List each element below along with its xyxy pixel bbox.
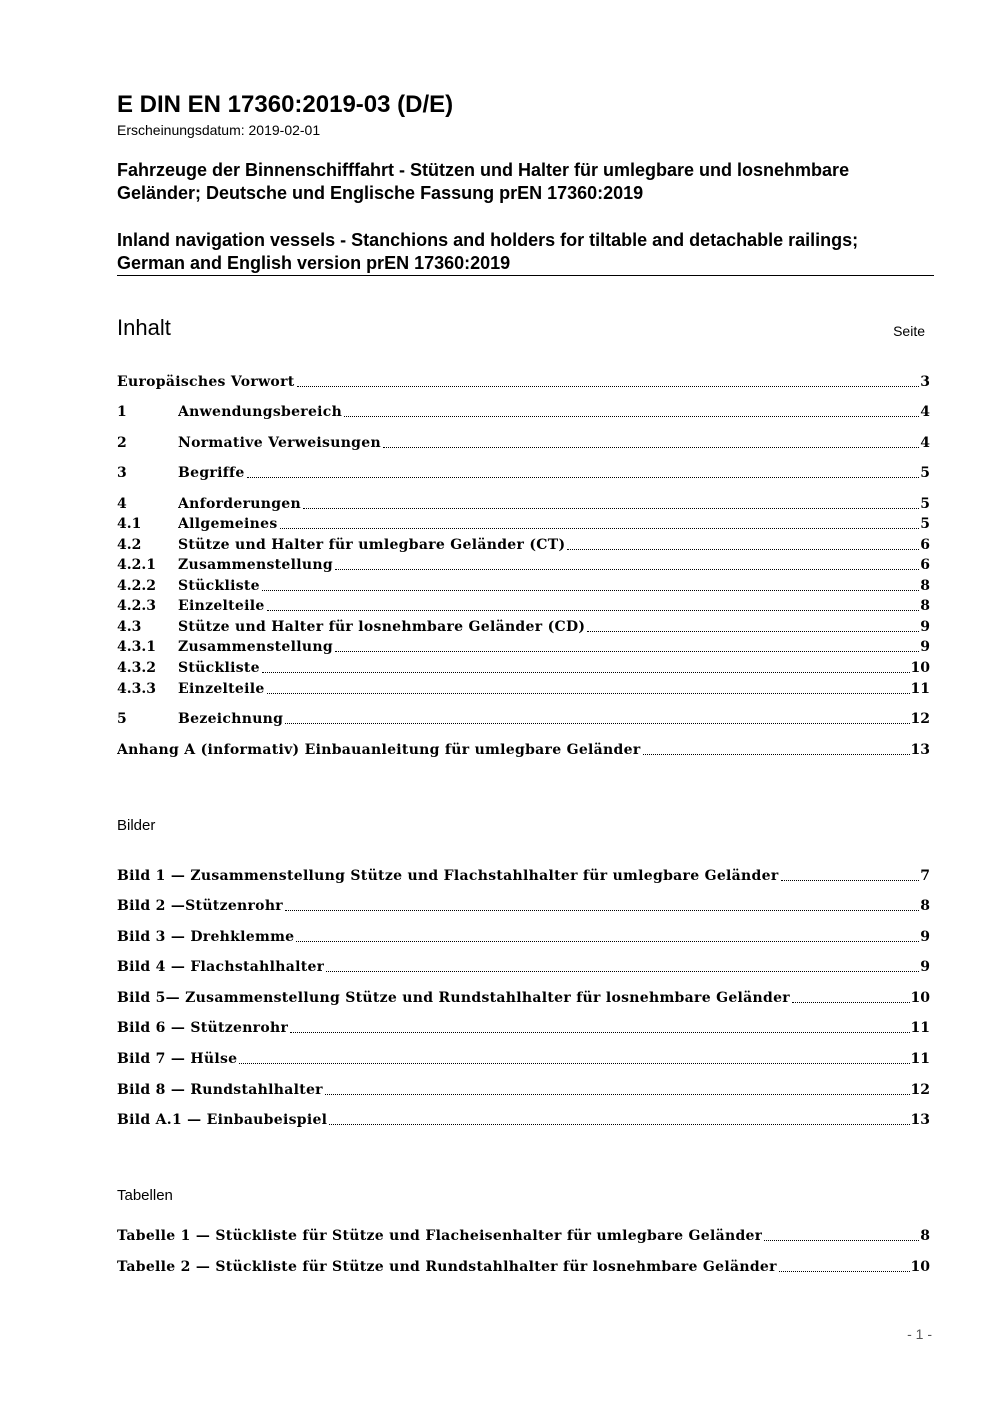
toc-entry[interactable] [117,433,930,453]
figure-entry-title: Bild 8 — Rundstahlhalter [117,1082,323,1098]
title-german: Fahrzeuge der Binnenschifffahrt - Stützen und Halter für umlegbare und losnehmbare Geländer; Deutsche und Englische Fassung prEN 17360:2019 [117,160,850,203]
toc-leader-dots [587,631,919,632]
figure-entry-page: 10 [910,990,930,1006]
toc-entry-title: Einzelteile [178,681,265,697]
toc-leader-dots [262,672,910,673]
toc-leader-dots [290,1032,909,1033]
toc-leader-dots [781,880,920,881]
figure-entry-title: Bild 6 — Stützenrohr [117,1020,289,1036]
toc-leader-dots [247,477,920,478]
toc-entry-title: Einzelteile [178,598,265,614]
figure-entry-page: 8 [920,898,930,914]
figure-entry-page: 12 [910,1082,930,1098]
figure-entry-title: Bild 5— Zusammenstellung Stütze und Rundstahlhalter für losnehmbare Geländer [117,990,790,1006]
figure-entry[interactable] [117,1018,930,1038]
figure-entry-page: 11 [910,1051,930,1067]
toc-entry-page: 3 [920,374,930,390]
page-column-label: Seite [893,323,925,339]
toc-leader-dots [285,910,919,911]
toc-entry-title: Zusammenstellung [178,639,333,655]
figure-entry-title: Bild A.1 — Einbaubeispiel [117,1112,328,1128]
toc-entry-title: Allgemeines [178,516,278,532]
table-entry[interactable] [117,1257,930,1277]
tables-heading: Tabellen [117,1187,173,1204]
toc-entry[interactable] [117,596,930,616]
figures-heading: Bilder [117,817,156,834]
toc-leader-dots [280,528,920,529]
table-entry[interactable] [117,1226,930,1246]
toc-entry-page: 4 [920,435,930,451]
toc-entry[interactable] [117,555,930,575]
toc-entry-page: 9 [920,619,930,635]
toc-entry-number: 4.3.1 [117,639,156,655]
toc-entry-page: 8 [920,598,930,614]
title-english: Inland navigation vessels - Stanchions and holders for tiltable and detachable railings; German and English version prEN 17360:2019 [117,230,859,273]
figure-entry-title: Bild 7 — Hülse [117,1051,238,1067]
figure-entry[interactable] [117,896,930,916]
toc-leader-dots [296,941,919,942]
toc-leader-dots [383,447,919,448]
figure-entry[interactable] [117,1080,930,1100]
toc-entry-number: 4.3 [117,619,142,635]
toc-entry[interactable] [117,535,930,555]
table-entry-title: Tabelle 2 — Stückliste für Stütze und Rundstahlhalter für losnehmbare Geländer [117,1259,777,1275]
toc-entry[interactable] [117,402,930,422]
toc-leader-dots [303,508,919,509]
toc-entry-number: 5 [117,711,127,727]
toc-entry-page: 8 [920,578,930,594]
toc-entry-number: 4.2.3 [117,598,156,614]
toc-entry[interactable] [117,494,930,514]
toc-entry[interactable] [117,514,930,534]
toc-entry-title: Normative Verweisungen [178,435,381,451]
toc-entry-page: 5 [920,516,930,532]
toc-entry-title: Europäisches Vorwort [117,374,295,390]
toc-entry-title: Bezeichnung [178,711,284,727]
toc-entry[interactable] [117,679,930,699]
toc-entry-number: 2 [117,435,127,451]
toc-entry-number: 4.1 [117,516,142,532]
toc-entry-page: 5 [920,465,930,481]
toc-entry-title: Stückliste [178,578,260,594]
toc-entry-number: 4.3.2 [117,660,156,676]
figure-entry[interactable] [117,927,930,947]
toc-entry[interactable] [117,463,930,483]
toc-entry-page: 11 [910,681,930,697]
toc-entry-number: 4.3.3 [117,681,156,697]
toc-entry-page: 6 [920,557,930,573]
toc-entry-number: 3 [117,465,127,481]
figure-entry[interactable] [117,988,930,1008]
toc-leader-dots [239,1063,909,1064]
toc-leader-dots [326,971,919,972]
issue-date: Erscheinungsdatum: 2019-02-01 [117,122,321,138]
toc-entry-title: Anforderungen [178,496,301,512]
figure-entry-page: 9 [920,929,930,945]
toc-leader-dots [764,1240,919,1241]
toc-leader-dots [262,590,919,591]
toc-entry-number: 4.2 [117,537,142,553]
toc-entry-page: 5 [920,496,930,512]
toc-entry-title: Anwendungsbereich [178,404,343,420]
table-entry-title: Tabelle 1 — Stückliste für Stütze und Flacheisenhalter für umlegbare Geländer [117,1228,763,1244]
toc-leader-dots [643,754,910,755]
header-divider [117,275,934,276]
figure-entry[interactable] [117,957,930,977]
toc-leader-dots [335,651,919,652]
toc-entry-page: 10 [910,660,930,676]
toc-entry-title: Stütze und Halter für losnehmbare Geländer (CD) [178,619,586,635]
figure-entry-title: Bild 4 — Flachstahlhalter [117,959,325,975]
table-entry-page: 8 [920,1228,930,1244]
toc-entry-number: 4.2.1 [117,557,156,573]
toc-leader-dots [285,723,909,724]
figure-entry-page: 11 [910,1020,930,1036]
toc-entry[interactable] [117,658,930,678]
figure-entry[interactable] [117,1110,930,1130]
toc-entry-number: 4 [117,496,127,512]
toc-entry[interactable] [117,576,930,596]
toc-entry-page: 12 [910,711,930,727]
toc-entry[interactable] [117,709,930,729]
contents-heading: Inhalt [117,315,171,340]
document-number: E DIN EN 17360:2019-03 (D/E) [117,91,454,118]
toc-leader-dots [325,1094,910,1095]
toc-entry[interactable] [117,740,930,760]
toc-leader-dots [792,1002,910,1003]
toc-leader-dots [297,386,920,387]
figure-entry[interactable] [117,1049,930,1069]
toc-entry[interactable] [117,637,930,657]
toc-leader-dots [267,610,920,611]
toc-leader-dots [267,693,910,694]
toc-entry-title: Zusammenstellung [178,557,333,573]
toc-entry-title: Stückliste [178,660,260,676]
toc-entry-number: 1 [117,404,127,420]
toc-entry-page: 9 [920,639,930,655]
figure-entry-title: Bild 1 — Zusammenstellung Stütze und Flachstahlhalter für umlegbare Geländer [117,868,779,884]
toc-leader-dots [344,416,919,417]
figure-entry-title: Bild 3 — Drehklemme [117,929,295,945]
figure-entry-page: 7 [920,868,930,884]
figure-entry-page: 13 [910,1112,930,1128]
figure-entry-page: 9 [920,959,930,975]
toc-entry-title: Stütze und Halter für umlegbare Geländer (CT) [178,537,566,553]
table-entry-page: 10 [910,1259,930,1275]
toc-entry-page: 13 [910,742,930,758]
toc-entry-number: 4.2.2 [117,578,156,594]
toc-entry-page: 4 [920,404,930,420]
figure-entry[interactable] [117,866,930,886]
toc-entry[interactable] [117,372,930,392]
figure-entry-title: Bild 2 —Stützenrohr [117,898,283,914]
page-number: - 1 - [907,1326,932,1342]
toc-entry-title: Begriffe [178,465,245,481]
toc-leader-dots [335,569,919,570]
toc-entry-title: Anhang A (informativ) Einbauanleitung für umlegbare Geländer [117,742,641,758]
toc-entry-page: 6 [920,537,930,553]
toc-leader-dots [779,1271,910,1272]
toc-leader-dots [329,1124,909,1125]
toc-entry[interactable] [117,617,930,637]
toc-leader-dots [567,549,919,550]
